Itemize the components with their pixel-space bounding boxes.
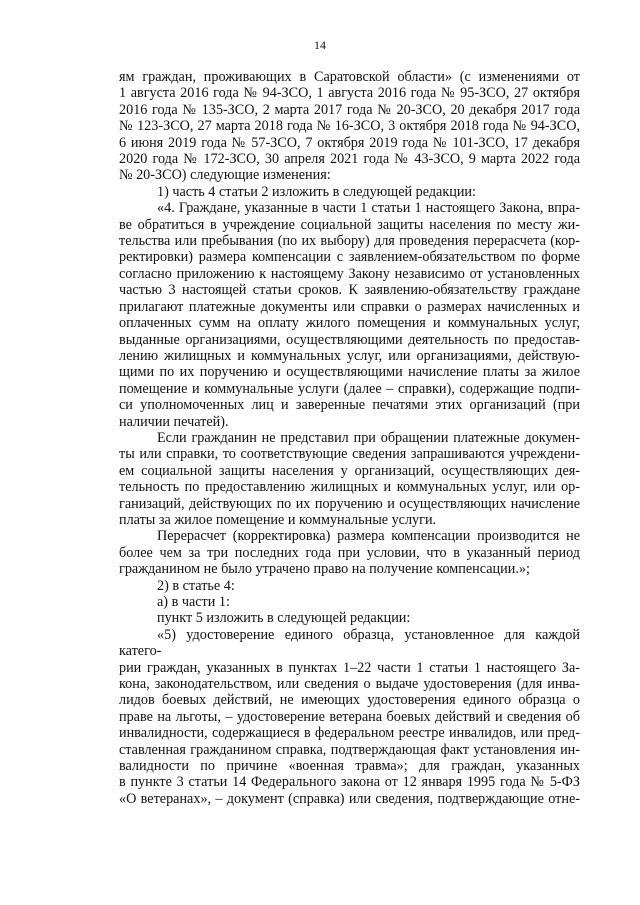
text-line: помещение и коммунальные услуги (далее – справки), содержащие подпи- [119,380,580,397]
text-line: Перерасчет (корректировка) размера компенсации производится не [157,528,580,545]
text-line: согласно приложению к настоящему Закону независимо от установленных [119,265,580,282]
text-line: лидов боевых действий, не имеющих удостоверения единого образца о [119,692,580,709]
text-line: щими по их поручению и осуществляющими начисление платы за жилое [119,364,580,381]
text-line: 6 июня 2019 года № 57-ЗСО, 7 октября 2019 года № 101-ЗСО, 17 декабря [119,134,580,151]
text-line: пункт 5 изложить в следующей редакции: [157,610,411,627]
text-line: ям граждан, проживающих в Саратовской области» (с изменениями от [119,69,580,85]
page-number: 14 [314,38,326,52]
text-line: 2020 года № 172-ЗСО, 30 апреля 2021 года № 43-ЗСО, 9 марта 2022 года [119,151,580,168]
text-line: ты или справки, то соответствующие сведения запрашиваются учреждени- [119,446,580,463]
text-line: «5) удостоверение единого образца, установленное для каждой катего- [119,626,580,660]
text-line: тельства или пребывания (по их выбору) для проведения перерасчета (кор- [119,233,580,250]
text-line: Если гражданин не представил при обращении платежные докумен- [157,429,580,446]
text-line: ганизаций, действующих по их поручению и осуществляющих начисление [119,495,580,512]
text-line: ве обратиться в учреждение социальной защиты населения по месту жи- [119,216,580,233]
text-line: тельность по предоставлению жилищных и коммунальных услуг, или ор- [119,479,580,496]
text-line: более чем за три последних года при условии, что в указанный период [119,544,580,561]
text-line: ректировки) размера компенсации с заявлением-обязательством по форме [119,249,580,266]
text-line: прилагают платежные документы или справки о размерах начисленных и [119,298,580,315]
text-line: в пункте 3 статьи 14 Федерального закона от 12 января 1995 года № 5-ФЗ [119,774,580,791]
text-line: 1) часть 4 статьи 2 изложить в следующей редакции: [157,183,476,200]
text-line: лению жилищных и коммунальных услуг, или организациями, действую- [119,347,580,364]
text-line: гражданином не было утрачено право на получение компенсации.»; [119,561,530,578]
text-line: 1 августа 2016 года № 94-ЗСО, 1 августа 2016 года № 95-ЗСО, 27 октября [119,85,580,102]
text-line: № 20-ЗСО) следующие изменения: [119,167,331,184]
text-line: валидности по причине «военная травма»; для граждан, указанных [119,758,580,775]
text-line: ставленная гражданином справка, подтверждающая факт установления ин- [119,741,580,758]
text-line: си уполномоченных лиц и заверенные печатями этих организаций (при [119,397,580,414]
text-line: ем социальной защиты населения у организаций, осуществляющих дея- [119,462,580,479]
text-line: праве на льготы, – удостоверение ветерана боевых действий и сведения об [119,708,580,725]
text-line: наличии печатей). [119,413,229,430]
text-line: 2) в статье 4: [157,577,235,594]
body-text [119,69,580,807]
text-line: «4. Граждане, указанные в части 1 статьи 1 настоящего Закона, впра- [157,200,580,217]
text-line: инвалидности, содержащиеся в федеральном реестре инвалидов, или пред- [119,725,580,742]
text-line: оплаченных сумм на оплату жилого помещения и коммунальных услуг, [119,315,580,332]
text-line: платы за жилое помещение и коммунальные услуги. [119,511,437,528]
text-line: 2016 года № 135-ЗСО, 2 марта 2017 года № 20-ЗСО, 20 декабря 2017 года [119,101,580,118]
text-line: частью 3 настоящей статьи сроков. К заявлению-обязательству граждане [119,282,580,299]
text-line: «О ветеранах», – документ (справка) или сведения, подтверждающие отне- [119,790,580,807]
text-line: рии граждан, указанных в пунктах 1–22 части 1 статьи 1 настоящего За- [119,659,580,676]
text-line: а) в части 1: [157,594,230,610]
text-line: № 123-ЗСО, 27 марта 2018 года № 16-ЗСО, 3 октября 2018 года № 94-ЗСО, [119,118,580,135]
text-line: выданные организациями, осуществляющими деятельность по предостав- [119,331,580,348]
text-line: кона, законодательством, или сведения о выдаче удостоверения (для инва- [119,676,580,693]
